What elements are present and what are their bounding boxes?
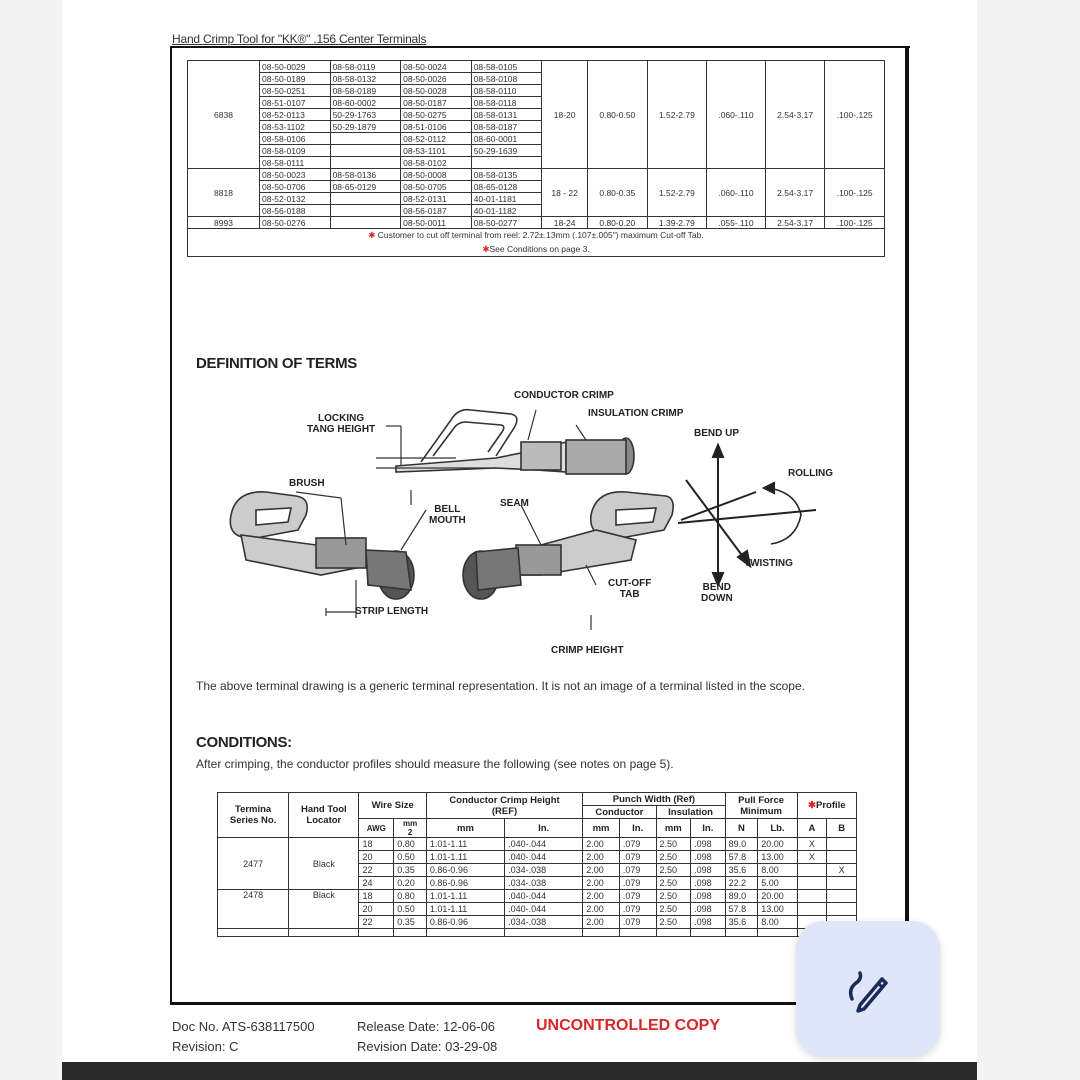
empty-cell <box>359 929 394 937</box>
part-number-cell <box>330 217 401 229</box>
edit-fab-button[interactable] <box>796 921 940 1057</box>
value-cell: 2.00 <box>583 838 620 851</box>
part-number-cell: 40-01-1181 <box>471 193 542 205</box>
part-number-cell: 08-58-0105 <box>471 61 542 73</box>
label-insulation-crimp: INSULATION CRIMP <box>588 408 684 419</box>
tool-number: 6838 <box>188 61 260 169</box>
value-cell <box>827 890 857 903</box>
star-marker: ✱ <box>482 243 490 254</box>
header-mm: mm <box>656 819 691 838</box>
header-b: B <box>827 819 857 838</box>
header-mm: mm <box>426 819 504 838</box>
value-cell: .079 <box>619 890 656 903</box>
value-cell: 2.50 <box>656 877 691 890</box>
part-number-cell: 08-50-0028 <box>401 85 472 97</box>
part-number-cell: 08-58-0110 <box>471 85 542 97</box>
part-number-cell: 08-58-0187 <box>471 121 542 133</box>
part-number-cell: 08-50-0187 <box>401 97 472 109</box>
spec-cell: .100-.125 <box>825 169 885 217</box>
value-cell: 20 <box>359 903 394 916</box>
value-cell: 22 <box>359 916 394 929</box>
value-cell: 20.00 <box>758 890 797 903</box>
bottom-bar <box>62 1062 977 1080</box>
star-marker: ✱ <box>368 230 376 241</box>
value-cell: .079 <box>619 903 656 916</box>
part-number-cell: 08-58-0111 <box>260 157 331 169</box>
part-number-cell: 08-60-0002 <box>330 97 401 109</box>
empty-cell <box>218 929 289 937</box>
part-number-cell: 08-65-0129 <box>330 181 401 193</box>
table-row <box>218 890 857 903</box>
value-cell: 0.50 <box>394 903 427 916</box>
part-number-cell: 50-29-1639 <box>471 145 542 157</box>
part-number-cell <box>330 133 401 145</box>
empty-cell <box>583 929 620 937</box>
part-number-cell: 08-50-0705 <box>401 181 472 193</box>
header-mm: mm <box>583 819 620 838</box>
value-cell: 0.80 <box>394 890 427 903</box>
value-cell: 1.01-1.11 <box>426 903 504 916</box>
value-cell <box>827 877 857 890</box>
value-cell: 0.86-0.96 <box>426 864 504 877</box>
locator-cell: Black <box>289 890 359 929</box>
label-bend-up: BEND UP <box>694 428 740 439</box>
value-cell: .079 <box>619 916 656 929</box>
value-cell <box>797 890 827 903</box>
label-bend-down: BEND DOWN <box>701 582 733 604</box>
value-cell: 89.0 <box>725 890 758 903</box>
table-note <box>188 229 885 243</box>
value-cell: 18 <box>359 890 394 903</box>
table-note-row <box>188 243 885 257</box>
label-crimp-height: CRIMP HEIGHT <box>551 645 624 656</box>
part-number-cell: 08-51-0106 <box>401 121 472 133</box>
spec-cell: 1.52-2.79 <box>647 169 707 217</box>
label-rolling: ROLLING <box>788 468 833 479</box>
part-number-cell <box>330 145 401 157</box>
empty-cell <box>725 929 758 937</box>
header-lb: Lb. <box>758 819 797 838</box>
label-conductor-crimp: CONDUCTOR CRIMP <box>514 390 614 401</box>
header-insulation: Insulation <box>656 806 725 819</box>
value-cell: .040-.044 <box>505 851 583 864</box>
value-cell: .040-.044 <box>505 890 583 903</box>
value-cell: 2.50 <box>656 838 691 851</box>
part-number-cell: 40-01-1182 <box>471 205 542 217</box>
part-number-cell: 08-52-0112 <box>401 133 472 145</box>
spec-cell: 1.52-2.79 <box>647 61 707 169</box>
part-number-cell <box>330 205 401 217</box>
part-number-cell: 08-50-0276 <box>260 217 331 229</box>
spec-cell: 2.54-3.17 <box>765 217 825 229</box>
part-number-cell: 08-50-0011 <box>401 217 472 229</box>
empty-cell <box>656 929 691 937</box>
spec-cell: 0.80-0.20 <box>588 217 648 229</box>
value-cell: 35.6 <box>725 916 758 929</box>
header-series: Termina Series No. <box>218 793 289 838</box>
header-in: In. <box>505 819 583 838</box>
value-cell: X <box>827 864 857 877</box>
value-cell: 1.01-1.11 <box>426 838 504 851</box>
value-cell: 2.50 <box>656 864 691 877</box>
definition-title: DEFINITION OF TERMS <box>196 355 357 372</box>
label-locking-tang-height: LOCKING TANG HEIGHT <box>307 413 376 435</box>
frame-border <box>905 46 909 1004</box>
part-number-cell: 08-58-0108 <box>471 73 542 85</box>
uncontrolled-copy-stamp: UNCONTROLLED COPY <box>536 1017 720 1034</box>
value-cell <box>797 864 827 877</box>
part-number-cell: 08-50-0251 <box>260 85 331 97</box>
empty-cell <box>505 929 583 937</box>
part-number-cell: 08-65-0128 <box>471 181 542 193</box>
table-row <box>188 217 885 229</box>
value-cell: 22 <box>359 864 394 877</box>
table-row <box>218 838 857 851</box>
part-number-cell: 08-50-0026 <box>401 73 472 85</box>
value-cell: .098 <box>691 890 726 903</box>
spec-cell: .055-.110 <box>707 217 766 229</box>
value-cell: 0.86-0.96 <box>426 877 504 890</box>
value-cell: 0.86-0.96 <box>426 916 504 929</box>
value-cell: .040-.044 <box>505 903 583 916</box>
part-number-cell: 08-52-0131 <box>401 193 472 205</box>
series-cell: 2477 <box>218 838 289 890</box>
value-cell: 5.00 <box>758 877 797 890</box>
value-cell: 0.80 <box>394 838 427 851</box>
value-cell: 13.00 <box>758 903 797 916</box>
header-crimp-height: Conductor Crimp Height (REF) <box>426 793 582 819</box>
value-cell: 24 <box>359 877 394 890</box>
tool-number: 8993 <box>188 217 260 229</box>
value-cell: 2.00 <box>583 851 620 864</box>
value-cell: 1.01-1.11 <box>426 851 504 864</box>
pen-edit-icon <box>844 965 892 1013</box>
part-number-cell: 08-56-0188 <box>260 205 331 217</box>
value-cell <box>827 851 857 864</box>
part-number-cell: 08-50-0706 <box>260 181 331 193</box>
value-cell: .098 <box>691 916 726 929</box>
frame-border <box>170 46 910 48</box>
value-cell: .098 <box>691 877 726 890</box>
part-number-cell: 08-58-0109 <box>260 145 331 157</box>
part-number-cell: 08-50-0023 <box>260 169 331 181</box>
header-mm2: mm 2 <box>394 819 427 838</box>
value-cell <box>797 903 827 916</box>
empty-cell <box>758 929 797 937</box>
doc-number: Doc No. ATS-638117500 <box>172 1019 315 1034</box>
diagram-caption: The above terminal drawing is a generic terminal representation. It is not an image of a terminal listed in the scope. <box>196 679 805 693</box>
spec-cell: .060-.110 <box>707 169 766 217</box>
value-cell: 2.00 <box>583 903 620 916</box>
label-seam: SEAM <box>500 498 529 509</box>
conditions-table <box>217 792 857 937</box>
value-cell: 8.00 <box>758 864 797 877</box>
value-cell: .079 <box>619 838 656 851</box>
spec-cell: 0.80-0.50 <box>588 61 648 169</box>
value-cell: 0.35 <box>394 864 427 877</box>
part-number-cell: 08-50-0275 <box>401 109 472 121</box>
part-number-cell: 08-50-0277 <box>471 217 542 229</box>
table-row <box>188 61 885 73</box>
header-in: In. <box>619 819 656 838</box>
spec-cell: .100-.125 <box>825 217 885 229</box>
part-number-cell: 08-50-0029 <box>260 61 331 73</box>
value-cell <box>797 877 827 890</box>
part-number-cell: 08-50-0008 <box>401 169 472 181</box>
table-row <box>218 929 857 937</box>
header-locator: Hand Tool Locator <box>289 793 359 838</box>
part-number-cell: 08-52-0113 <box>260 109 331 121</box>
part-number-cell: 08-58-0106 <box>260 133 331 145</box>
part-number-cell: 08-50-0189 <box>260 73 331 85</box>
value-cell: 20 <box>359 851 394 864</box>
profile-label: Profile <box>816 800 846 811</box>
part-number-cell: 08-58-0119 <box>330 61 401 73</box>
star-marker: ✱ <box>808 800 816 811</box>
note-text: See Conditions on page 3. <box>489 243 590 254</box>
value-cell <box>827 838 857 851</box>
spec-cell: 2.54-3.17 <box>765 169 825 217</box>
locator-cell: Black <box>289 838 359 890</box>
series-cell: 2478 <box>218 890 289 929</box>
part-number-cell: 08-58-0102 <box>401 157 472 169</box>
table-note-row <box>188 229 885 243</box>
value-cell: 2.00 <box>583 890 620 903</box>
part-number-cell: 08-53-1101 <box>401 145 472 157</box>
value-cell: 1.01-1.11 <box>426 890 504 903</box>
part-number-cell: 08-58-0131 <box>471 109 542 121</box>
note-text: Customer to cut off terminal from reel: 2.72±.13mm (.107±.005") maximum Cut-off Tab. <box>375 230 704 241</box>
value-cell: 35.6 <box>725 864 758 877</box>
spec-cell: 1.39-2.79 <box>647 217 707 229</box>
value-cell: .098 <box>691 838 726 851</box>
header-punch-width: Punch Width (Ref) <box>583 793 725 806</box>
page-header-title: Hand Crimp Tool for "KK®" .156 Center Terminals <box>172 32 427 46</box>
value-cell: 0.50 <box>394 851 427 864</box>
header-in: In. <box>691 819 726 838</box>
header-n: N <box>725 819 758 838</box>
header-pull-force: Pull Force Minimum <box>725 793 797 819</box>
label-cut-off-tab: CUT-OFF TAB <box>608 578 652 600</box>
value-cell: 8.00 <box>758 916 797 929</box>
value-cell: 2.50 <box>656 903 691 916</box>
empty-cell <box>426 929 504 937</box>
header-awg: AWG <box>359 819 394 838</box>
label-brush: BRUSH <box>289 478 325 489</box>
part-number-cell: 08-58-0136 <box>330 169 401 181</box>
conditions-title: CONDITIONS: <box>196 734 292 751</box>
empty-cell <box>691 929 726 937</box>
value-cell: .034-.038 <box>505 916 583 929</box>
value-cell: 2.50 <box>656 890 691 903</box>
spec-cell: 2.54-3.17 <box>765 61 825 169</box>
spec-cell: .060-.110 <box>707 61 766 169</box>
value-cell: 18 <box>359 838 394 851</box>
part-number-cell <box>330 157 401 169</box>
part-number-cell: 08-58-0135 <box>471 169 542 181</box>
value-cell: 13.00 <box>758 851 797 864</box>
label-twisting: TWISTING <box>744 558 793 569</box>
conditions-intro: After crimping, the conductor profiles should measure the following (see notes on page 5). <box>196 757 674 771</box>
spec-cell: 18 - 22 <box>542 169 588 217</box>
value-cell <box>827 903 857 916</box>
value-cell: X <box>797 851 827 864</box>
part-number-cell: 08-52-0132 <box>260 193 331 205</box>
terminal-diagram <box>196 380 896 670</box>
part-number-cell: 50-29-1763 <box>330 109 401 121</box>
value-cell: .040-.044 <box>505 838 583 851</box>
value-cell: 89.0 <box>725 838 758 851</box>
value-cell: .098 <box>691 903 726 916</box>
part-number-cell: 08-58-0189 <box>330 85 401 97</box>
header-conductor: Conductor <box>583 806 656 819</box>
part-number-cell: 08-50-0024 <box>401 61 472 73</box>
value-cell: 2.50 <box>656 916 691 929</box>
label-strip-length: STRIP LENGTH <box>355 606 429 617</box>
part-number-cell <box>330 193 401 205</box>
value-cell: .034-.038 <box>505 877 583 890</box>
spec-cell: 0.80-0.35 <box>588 169 648 217</box>
value-cell: .079 <box>619 851 656 864</box>
value-cell: 2.00 <box>583 916 620 929</box>
value-cell: 57.8 <box>725 903 758 916</box>
part-number-cell: 08-58-0132 <box>330 73 401 85</box>
spec-cell: 18-24 <box>542 217 588 229</box>
part-number-cell: 08-60-0001 <box>471 133 542 145</box>
value-cell: .034-.038 <box>505 864 583 877</box>
parts-table <box>187 60 885 257</box>
empty-cell <box>394 929 427 937</box>
value-cell: .079 <box>619 864 656 877</box>
header-profile <box>797 793 856 819</box>
value-cell: .098 <box>691 864 726 877</box>
value-cell: 2.00 <box>583 864 620 877</box>
revision-date: Revision Date: 03-29-08 <box>357 1039 498 1054</box>
part-number-cell: 08-53-1102 <box>260 121 331 133</box>
header-wire-size: Wire Size <box>359 793 426 819</box>
release-date: Release Date: 12-06-06 <box>357 1019 496 1034</box>
spec-cell: .100-.125 <box>825 61 885 169</box>
tool-number: 8818 <box>188 169 260 217</box>
empty-cell <box>619 929 656 937</box>
part-number-cell: 08-56-0187 <box>401 205 472 217</box>
value-cell: .098 <box>691 851 726 864</box>
revision: Revision: C <box>172 1039 239 1054</box>
header-a: A <box>797 819 827 838</box>
part-number-cell: 50-29-1879 <box>330 121 401 133</box>
value-cell: 0.35 <box>394 916 427 929</box>
part-number-cell: 08-58-0118 <box>471 97 542 109</box>
spec-cell: 18-20 <box>542 61 588 169</box>
value-cell: 2.00 <box>583 877 620 890</box>
empty-cell <box>289 929 359 937</box>
value-cell: .079 <box>619 877 656 890</box>
table-note <box>188 243 885 257</box>
value-cell: 57.8 <box>725 851 758 864</box>
value-cell: 22.2 <box>725 877 758 890</box>
value-cell: X <box>797 838 827 851</box>
part-number-cell <box>471 157 542 169</box>
label-bell-mouth: BELL MOUTH <box>429 504 466 526</box>
table-row <box>188 169 885 181</box>
frame-border <box>170 46 172 1004</box>
value-cell: 20.00 <box>758 838 797 851</box>
value-cell: 0.20 <box>394 877 427 890</box>
value-cell: 2.50 <box>656 851 691 864</box>
part-number-cell: 08-51-0107 <box>260 97 331 109</box>
